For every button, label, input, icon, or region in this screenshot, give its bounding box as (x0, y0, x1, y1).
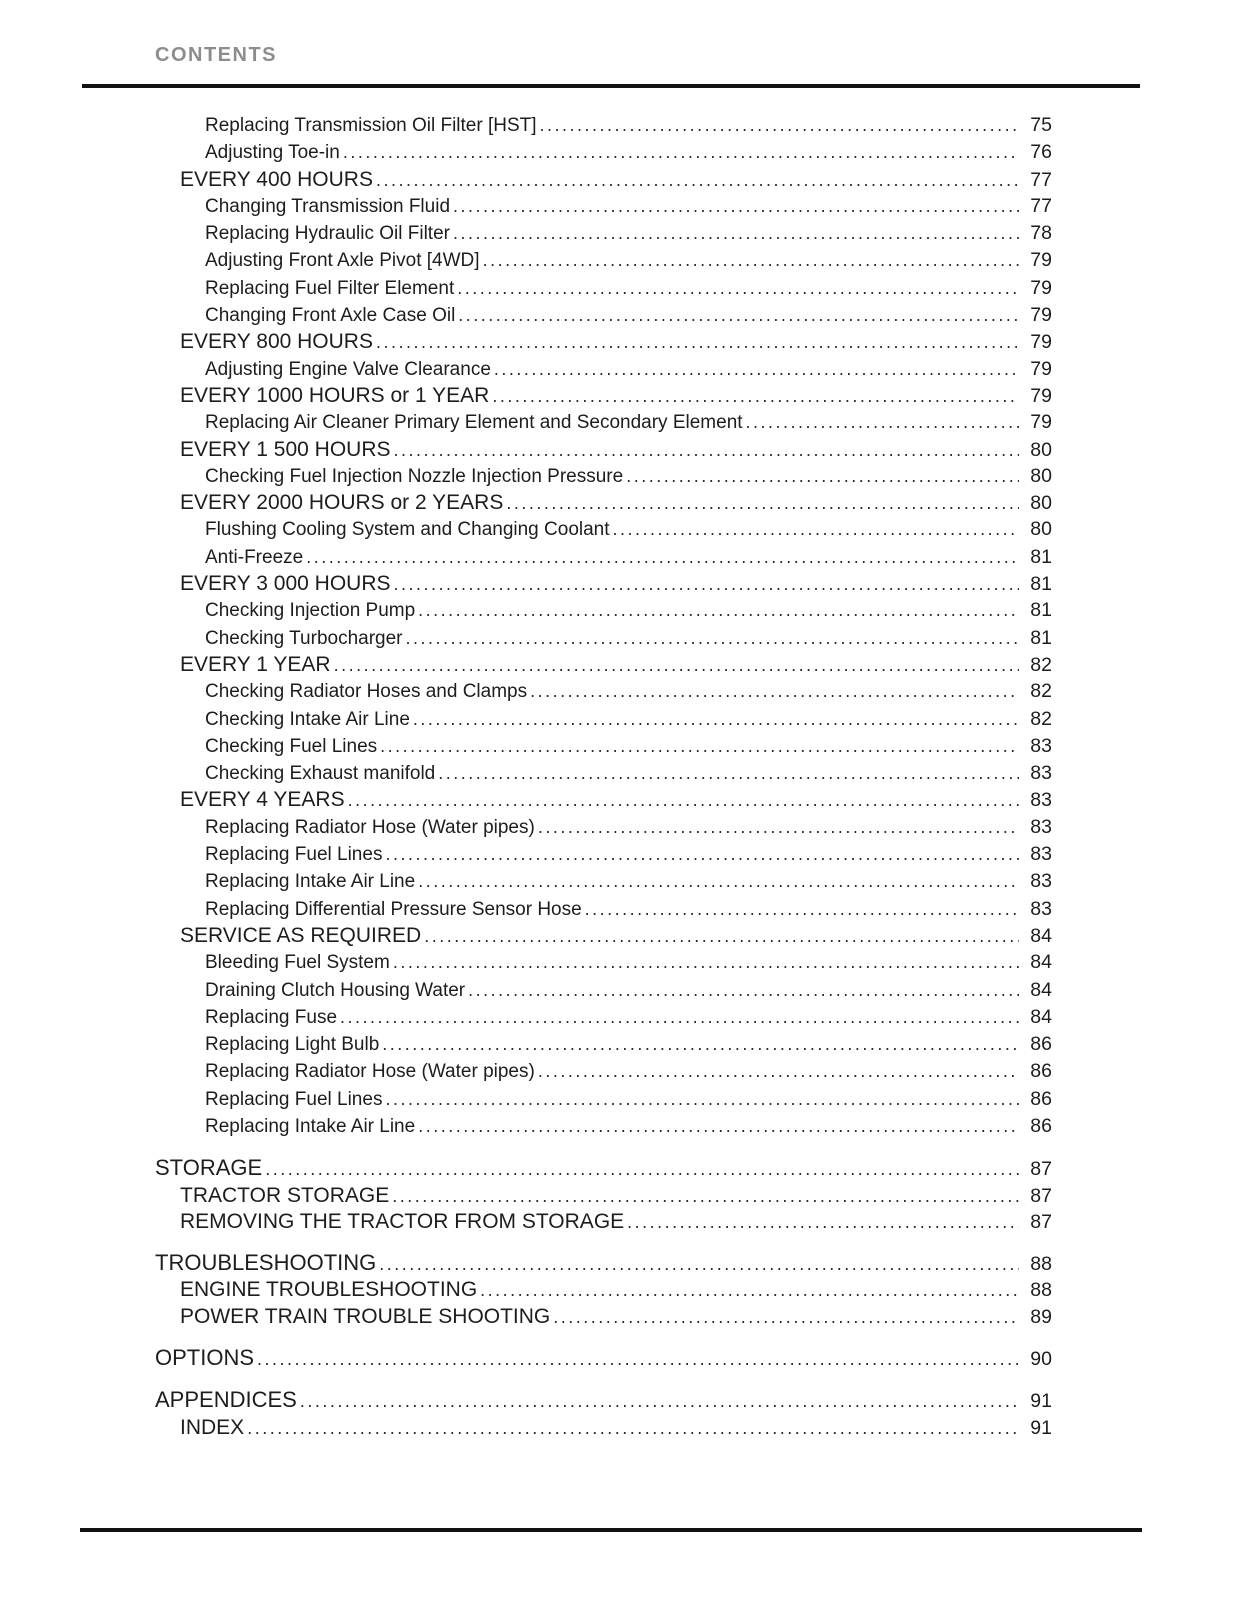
dot-leader (626, 463, 1019, 489)
toc-entry (155, 275, 1052, 302)
page-number: 81 (1030, 626, 1052, 649)
toc-entry (155, 1250, 1052, 1277)
dot-leader (453, 193, 1019, 219)
page-number: 83 (1030, 843, 1052, 866)
toc-entry (155, 490, 1052, 516)
page-number: 81 (1030, 545, 1052, 568)
toc-entry-label: INDEX (180, 1415, 245, 1439)
dot-leader (343, 139, 1019, 165)
toc-entry-label: Adjusting Front Axle Pivot [4WD] (205, 250, 480, 272)
dot-leader (340, 1004, 1019, 1030)
page-number: 77 (1030, 168, 1052, 191)
toc-entry (155, 437, 1052, 463)
dot-leader (393, 949, 1019, 975)
page-number: 84 (1030, 924, 1052, 947)
toc-entry (155, 814, 1052, 841)
toc-entry-label: Checking Injection Pump (205, 600, 416, 622)
dot-leader (265, 1156, 1019, 1182)
toc-entry (155, 329, 1052, 355)
dot-leader (348, 787, 1019, 813)
toc-entry (155, 1387, 1052, 1414)
toc-entry (155, 383, 1052, 409)
page-number: 79 (1030, 384, 1052, 407)
toc-entry-label: Replacing Differential Pressure Sensor Hose (205, 898, 582, 920)
dot-leader (540, 112, 1019, 138)
dot-leader (506, 490, 1019, 516)
toc-entry-label: EVERY 3 000 HOURS (180, 572, 391, 596)
toc-entry-label: Replacing Light Bulb (205, 1034, 380, 1056)
toc-entry (155, 1058, 1052, 1085)
toc-entry (155, 1031, 1052, 1058)
dot-leader (458, 302, 1019, 328)
page-title: CONTENTS (155, 44, 277, 66)
toc-entry (155, 841, 1052, 868)
page-number: 86 (1030, 1087, 1052, 1110)
page-number: 89 (1030, 1305, 1052, 1328)
table-of-contents (155, 112, 1052, 1441)
toc-entry-label: Flushing Cooling System and Changing Coolant (205, 519, 610, 541)
toc-entry (155, 923, 1052, 949)
toc-entry-label: Replacing Radiator Hose (Water pipes) (205, 816, 535, 838)
toc-entry (155, 1209, 1052, 1235)
page-number: 87 (1030, 1184, 1052, 1207)
page-number: 87 (1030, 1158, 1052, 1181)
dot-leader (334, 652, 1019, 678)
toc-entry (155, 571, 1052, 597)
dot-leader (457, 275, 1019, 301)
toc-entry (155, 1004, 1052, 1031)
page-number: 83 (1030, 870, 1052, 893)
dot-leader (394, 571, 1020, 597)
page-number: 75 (1030, 114, 1052, 136)
toc-entry (155, 896, 1052, 923)
toc-entry-label: Changing Transmission Fluid (205, 195, 451, 217)
dot-leader (424, 923, 1019, 949)
page-number: 81 (1030, 573, 1052, 596)
dot-leader (492, 383, 1019, 409)
toc-entry (155, 706, 1052, 733)
toc-entry (155, 220, 1052, 247)
toc-entry-label: ENGINE TROUBLESHOOTING (180, 1278, 478, 1302)
toc-entry-label: Replacing Fuel Lines (205, 844, 383, 866)
page-number: 83 (1030, 815, 1052, 838)
page-number: 84 (1030, 1005, 1052, 1028)
toc-entry-label: TRACTOR STORAGE (180, 1183, 390, 1207)
dot-leader (585, 896, 1019, 922)
page-number: 87 (1030, 1210, 1052, 1233)
toc-entry-label: REMOVING THE TRACTOR FROM STORAGE (180, 1209, 625, 1233)
toc-entry (155, 1113, 1052, 1140)
page-number: 86 (1030, 1060, 1052, 1083)
dot-leader (418, 868, 1019, 894)
toc-entry (155, 652, 1052, 678)
page-number: 82 (1030, 653, 1052, 676)
toc-entry-label: Replacing Hydraulic Oil Filter (205, 223, 450, 245)
page-number: 88 (1030, 1279, 1052, 1302)
dot-leader (406, 625, 1020, 651)
toc-entry (155, 193, 1052, 220)
toc-entry (155, 1277, 1052, 1303)
toc-entry (155, 949, 1052, 976)
toc-entry (155, 1415, 1052, 1441)
toc-entry-label: EVERY 2000 HOURS or 2 YEARS (180, 491, 504, 515)
dot-leader (300, 1388, 1019, 1414)
toc-entry-label: POWER TRAIN TROUBLE SHOOTING (180, 1304, 551, 1328)
toc-entry (155, 1304, 1052, 1330)
dot-leader (247, 1415, 1019, 1441)
toc-entry-label: Replacing Transmission Oil Filter [HST] (205, 115, 537, 136)
page-number: 80 (1030, 464, 1052, 487)
toc-entry-label: Replacing Fuel Lines (205, 1088, 383, 1110)
dot-leader (453, 220, 1019, 246)
toc-entry (155, 112, 1052, 139)
toc-entry (155, 678, 1052, 705)
toc-entry-label: Checking Turbocharger (205, 627, 403, 649)
toc-entry-label: Replacing Air Cleaner Primary Element and Secondary Element (205, 412, 743, 434)
dot-leader (380, 733, 1019, 759)
page-number: 84 (1030, 978, 1052, 1001)
dot-leader (418, 1113, 1019, 1139)
footer-rule (80, 1528, 1142, 1532)
page-number: 79 (1030, 304, 1052, 327)
dot-leader (257, 1346, 1019, 1372)
header-rule (82, 84, 1140, 88)
toc-entry (155, 167, 1052, 193)
dot-leader (468, 977, 1019, 1003)
toc-entry (155, 977, 1052, 1004)
page-number: 83 (1030, 789, 1052, 812)
toc-entry-label: Adjusting Toe-in (205, 142, 340, 164)
page-number: 81 (1030, 599, 1052, 622)
dot-leader (538, 1058, 1019, 1084)
page-number: 79 (1030, 331, 1052, 354)
toc-entry-label: Adjusting Engine Valve Clearance (205, 358, 491, 380)
toc-entry (155, 516, 1052, 543)
page-number: 78 (1030, 222, 1052, 245)
dot-leader (394, 437, 1020, 463)
page-number: 76 (1030, 141, 1052, 164)
dot-leader (627, 1209, 1019, 1235)
page-number: 80 (1030, 438, 1052, 461)
page-number: 88 (1030, 1253, 1052, 1276)
dot-leader (376, 167, 1019, 193)
dot-leader (379, 1251, 1019, 1277)
toc-entry (155, 356, 1052, 383)
toc-entry-label: Changing Front Axle Case Oil (205, 305, 456, 327)
toc-entry (155, 1345, 1052, 1372)
page-number: 83 (1030, 762, 1052, 785)
dot-leader (413, 706, 1019, 732)
dot-leader (392, 1183, 1019, 1209)
toc-entry (155, 302, 1052, 329)
toc-entry-label: Bleeding Fuel System (205, 952, 390, 974)
page-number: 83 (1030, 897, 1052, 920)
page-number: 79 (1030, 357, 1052, 380)
dot-leader (438, 760, 1019, 786)
toc-entry (155, 409, 1052, 436)
page-number: 80 (1030, 492, 1052, 515)
dot-leader (553, 1304, 1019, 1330)
toc-entry-label: EVERY 1 YEAR (180, 652, 331, 676)
dot-leader (613, 516, 1019, 542)
dot-leader (306, 544, 1019, 570)
toc-entry-label: Checking Fuel Injection Nozzle Injection Pressure (205, 465, 624, 487)
toc-entry-label: EVERY 4 YEARS (180, 788, 345, 812)
dot-leader (385, 1086, 1019, 1112)
toc-entry-label: APPENDICES (155, 1387, 297, 1413)
toc-entry (155, 139, 1052, 166)
dot-leader (376, 329, 1019, 355)
toc-entry (155, 625, 1052, 652)
page-number: 82 (1030, 680, 1052, 703)
toc-entry-label: Replacing Radiator Hose (Water pipes) (205, 1061, 535, 1083)
dot-leader (538, 814, 1019, 840)
toc-entry-label: EVERY 1000 HOURS or 1 YEAR (180, 383, 490, 407)
toc-entry (155, 1086, 1052, 1113)
dot-leader (385, 841, 1019, 867)
toc-entry (155, 463, 1052, 490)
toc-entry-label: EVERY 400 HOURS (180, 167, 373, 191)
dot-leader (530, 678, 1019, 704)
toc-entry-label: Replacing Fuse (205, 1006, 338, 1028)
page-number: 90 (1030, 1348, 1052, 1371)
dot-leader (418, 597, 1019, 623)
page-number: 77 (1030, 194, 1052, 217)
dot-leader (483, 247, 1019, 273)
toc-entry-label: Anti-Freeze (205, 546, 304, 568)
dot-leader (480, 1277, 1019, 1303)
toc-entry (155, 1183, 1052, 1209)
toc-entry-label: Replacing Fuel Filter Element (205, 277, 455, 299)
page-number: 79 (1030, 411, 1052, 434)
toc-entry-label: STORAGE (155, 1155, 263, 1181)
page-number: 86 (1030, 1033, 1052, 1056)
toc-entry (155, 1155, 1052, 1182)
page-number: 79 (1030, 276, 1052, 299)
toc-entry (155, 247, 1052, 274)
toc-entry-label: Checking Fuel Lines (205, 735, 378, 757)
toc-entry (155, 597, 1052, 624)
dot-leader (746, 409, 1019, 435)
toc-entry-label: Checking Radiator Hoses and Clamps (205, 681, 528, 703)
page-number: 86 (1030, 1114, 1052, 1137)
page-number: 84 (1030, 951, 1052, 974)
page-number: 79 (1030, 249, 1052, 272)
toc-entry (155, 760, 1052, 787)
page-number: 82 (1030, 707, 1052, 730)
page-number: 83 (1030, 734, 1052, 757)
toc-entry-label: EVERY 800 HOURS (180, 330, 373, 354)
toc-entry-label: Draining Clutch Housing Water (205, 979, 466, 1001)
page-number: 91 (1030, 1390, 1052, 1413)
toc-entry-label: EVERY 1 500 HOURS (180, 437, 391, 461)
toc-entry (155, 787, 1052, 813)
page-number: 80 (1030, 518, 1052, 541)
toc-entry-label: SERVICE AS REQUIRED (180, 923, 422, 947)
toc-entry-label: Replacing Intake Air Line (205, 871, 416, 893)
toc-entry (155, 544, 1052, 571)
toc-entry-label: Checking Intake Air Line (205, 708, 410, 730)
toc-entry-label: Checking Exhaust manifold (205, 763, 436, 785)
toc-entry-label: OPTIONS (155, 1345, 255, 1371)
toc-entry (155, 868, 1052, 895)
dot-leader (382, 1031, 1019, 1057)
toc-entry-label: Replacing Intake Air Line (205, 1115, 416, 1137)
page-number: 91 (1030, 1416, 1052, 1439)
toc-entry (155, 733, 1052, 760)
toc-entry-label: TROUBLESHOOTING (155, 1250, 377, 1276)
dot-leader (494, 356, 1019, 382)
